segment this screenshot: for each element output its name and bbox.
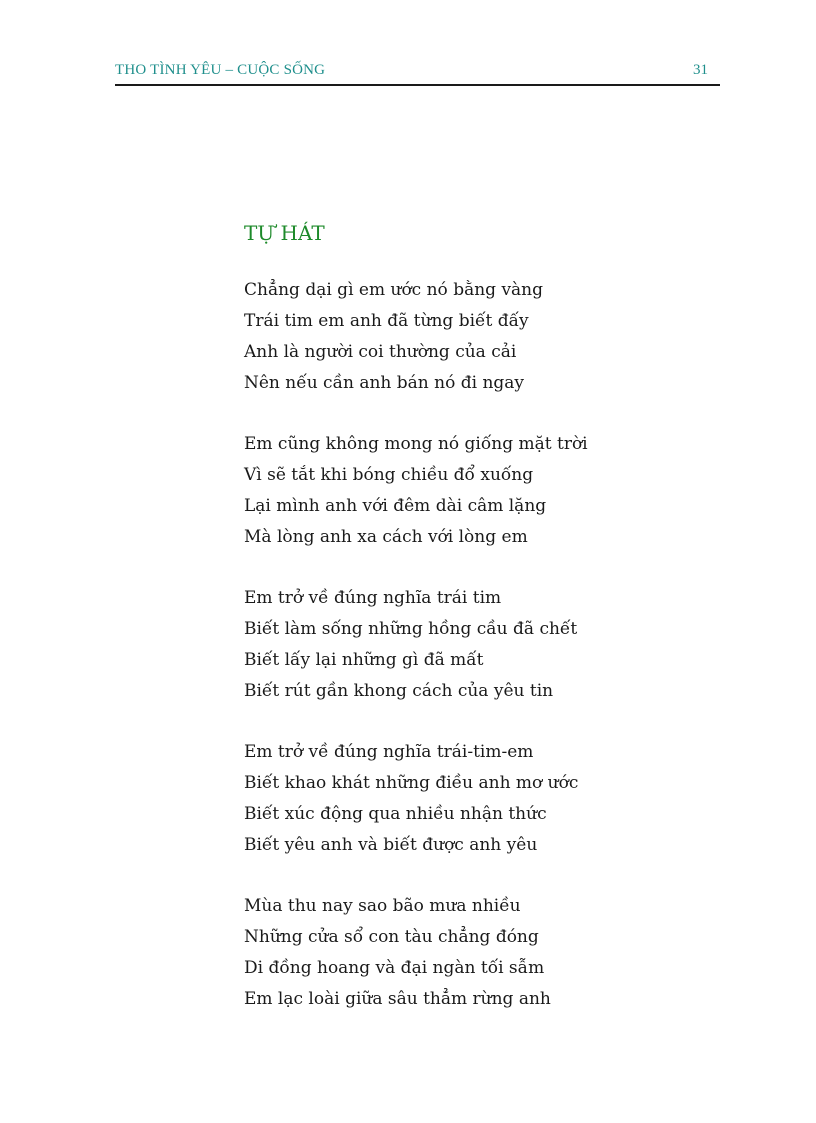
stanza-3 [244, 583, 704, 707]
poem-line: Em lạc loài giữa sâu thẳm rừng anh [244, 989, 551, 1009]
poem-line: Em trở về đúng nghĩa trái tim [244, 588, 502, 608]
poem-line: Mà lòng anh xa cách với lòng em [244, 527, 528, 547]
poem-line: Mùa thu nay sao bão mưa nhiều [244, 896, 521, 916]
poem-line: Chẳng dại gì em ước nó bằng vàng [244, 280, 544, 300]
stanza-5 [244, 891, 704, 1015]
poem-line: Lại mình anh với đêm dài câm lặng [244, 496, 547, 516]
stanza-2 [244, 429, 704, 553]
poem-line: Di đồng hoang và đại ngàn tối sẫm [244, 958, 545, 978]
poem-line: Vì sẽ tắt khi bóng chiều đổ xuống [244, 465, 534, 485]
poem-line: Nên nếu cần anh bán nó đi ngay [244, 373, 525, 393]
stanza-4 [244, 737, 704, 861]
poem-line: Em trở về đúng nghĩa trái-tim-em [244, 742, 534, 762]
poem-line: Em cũng không mong nó giống mặt trời [244, 434, 588, 454]
poem-line: Biết yêu anh và biết được anh yêu [244, 835, 538, 855]
page-number: 31 [693, 62, 708, 78]
poem [244, 218, 704, 1045]
book-title: THO TÌNH YÊU – CUỘC SỐNG [115, 62, 326, 78]
running-header [115, 60, 720, 86]
stanza-1 [244, 275, 704, 399]
poem-line: Những cửa sổ con tàu chẳng đóng [244, 927, 539, 947]
poem-line: Anh là người coi thường của cải [244, 342, 517, 362]
poem-line: Trái tim em anh đã từng biết đấy [244, 311, 529, 331]
poem-line: Biết lấy lại những gì đã mất [244, 650, 484, 670]
poem-line: Biết làm sống những hồng cầu đã chết [244, 619, 578, 639]
poem-line: Biết rút gần khong cách của yêu tin [244, 681, 554, 701]
poem-line: Biết xúc động qua nhiều nhận thức [244, 804, 547, 824]
poem-line: Biết khao khát những điều anh mơ ước [244, 773, 579, 793]
poem-title: TỰ HÁT [244, 221, 325, 245]
